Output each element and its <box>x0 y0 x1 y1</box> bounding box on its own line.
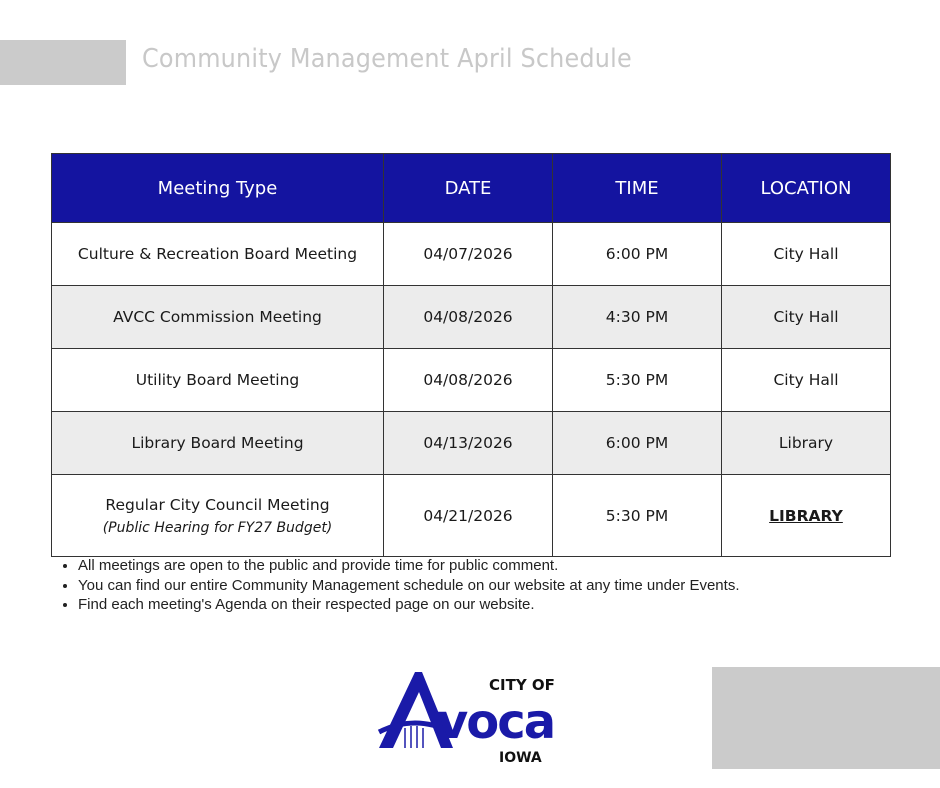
logo-city-of-text: CITY OF <box>489 676 555 694</box>
location-cell: Library <box>722 412 891 475</box>
location-cell: City Hall <box>722 286 891 349</box>
table-row <box>52 475 891 557</box>
time-cell: 5:30 PM <box>553 349 722 412</box>
date-cell: 04/07/2026 <box>384 223 553 286</box>
meeting-type-cell: Library Board Meeting <box>52 412 384 475</box>
note-item: • All meetings are open to the public and provide time for public comment. <box>78 556 740 576</box>
time-cell: 5:30 PM <box>553 475 722 557</box>
note-item: • Find each meeting's Agenda on their respected page on our website. <box>78 595 740 615</box>
time-cell: 4:30 PM <box>553 286 722 349</box>
notes-list <box>56 556 740 615</box>
location-cell: City Hall <box>722 223 891 286</box>
meeting-subtitle: (Public Hearing for FY27 Budget) <box>102 519 333 536</box>
date-cell: 04/21/2026 <box>384 475 553 557</box>
meeting-type-cell <box>52 475 384 557</box>
logo-name-text: voca <box>437 694 555 750</box>
location-link[interactable]: LIBRARY <box>769 506 843 525</box>
time-cell: 6:00 PM <box>553 412 722 475</box>
meeting-title: Regular City Council Meeting <box>105 495 330 514</box>
column-header-meeting-type: Meeting Type <box>52 154 384 223</box>
table-row <box>52 286 891 349</box>
date-cell: 04/08/2026 <box>384 286 553 349</box>
column-header-date: DATE <box>384 154 553 223</box>
table-row <box>52 223 891 286</box>
time-cell: 6:00 PM <box>553 223 722 286</box>
location-cell: City Hall <box>722 349 891 412</box>
date-cell: 04/13/2026 <box>384 412 553 475</box>
table-row <box>52 412 891 475</box>
meeting-type-cell: AVCC Commission Meeting <box>52 286 384 349</box>
decorative-gray-block-top <box>0 40 126 85</box>
schedule-table <box>51 153 891 557</box>
meeting-type-cell: Utility Board Meeting <box>52 349 384 412</box>
table-header-row <box>52 154 891 223</box>
table-row <box>52 349 891 412</box>
decorative-gray-block-bottom <box>712 667 940 769</box>
meeting-type-cell: Culture & Recreation Board Meeting <box>52 223 384 286</box>
date-cell: 04/08/2026 <box>384 349 553 412</box>
column-header-time: TIME <box>553 154 722 223</box>
location-cell <box>722 475 891 557</box>
note-item: • You can find our entire Community Management schedule on our website at any time under Events. <box>78 576 740 596</box>
column-header-location: LOCATION <box>722 154 891 223</box>
page-title: Community Management April Schedule <box>142 44 632 74</box>
city-logo <box>375 668 585 770</box>
logo-iowa-text: IOWA <box>499 750 542 766</box>
